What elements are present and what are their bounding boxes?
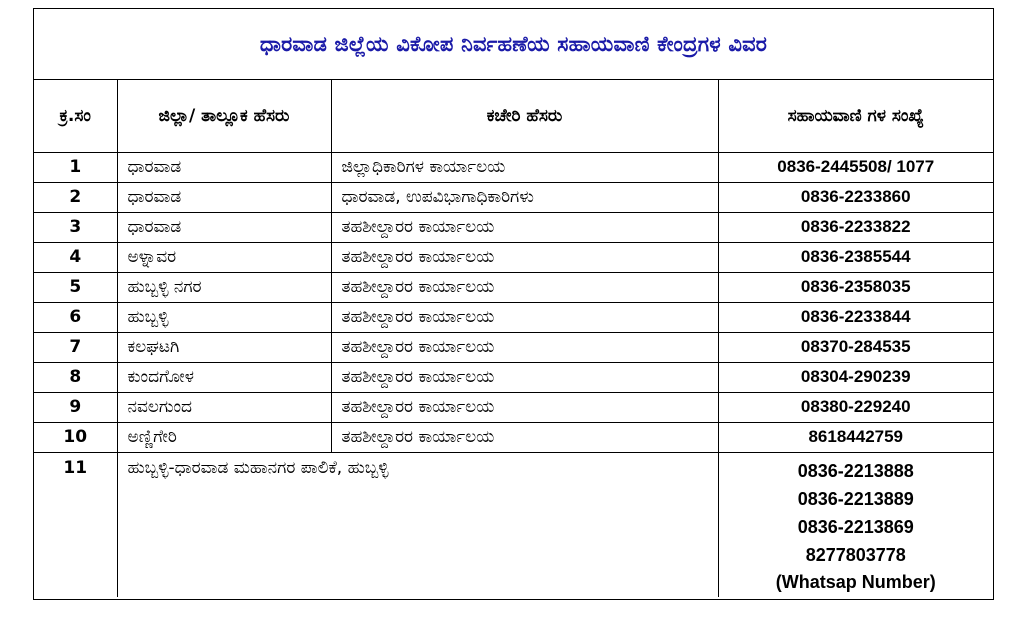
row-phone: 0836-2213869: [797, 516, 914, 537]
row-district: ಧಾರವಾಡ: [117, 152, 331, 182]
row-sl: 8: [34, 362, 117, 392]
row-district: ಕಲಘಟಗಿ: [117, 332, 331, 362]
row-district: ಧಾರವಾಡ: [117, 212, 331, 242]
row-phone: 8618442759: [718, 422, 993, 452]
row-sl: 5: [34, 272, 117, 302]
row-phone: 0836-2213888: [797, 460, 914, 481]
row-phone: 8277803778: [805, 544, 906, 565]
row-phone: 0836-2213889: [797, 488, 914, 509]
document-title: ಧಾರವಾಡ ಜಿಲ್ಲೆಯ ವಿಕೋಪ ನಿರ್ವಹಣೆಯ ಸಹಾಯವಾಣಿ ಕೇಂದ್ರಗಳ ವಿವರ: [259, 31, 768, 56]
table-row: [34, 392, 993, 422]
helpline-document: [33, 8, 994, 600]
row-district: ನವಲಗುಂದ: [117, 392, 331, 422]
table-row: [34, 362, 993, 392]
helpline-table: [34, 80, 993, 597]
row-phone: 0836-2445508/ 1077: [718, 152, 993, 182]
row-office: ತಹಶೀಲ್ದಾರರ ಕಾರ್ಯಾಲಯ: [331, 332, 718, 362]
row-phone-list: [718, 452, 993, 597]
row-phone: 0836-2385544: [718, 242, 993, 272]
row-district: ಅಣ್ಣಿಗೇರಿ: [117, 422, 331, 452]
row-sl: 3: [34, 212, 117, 242]
table-row: [34, 152, 993, 182]
row-sl: 10: [34, 422, 117, 452]
row-office: ತಹಶೀಲ್ದಾರರ ಕಾರ್ಯಾಲಯ: [331, 212, 718, 242]
row-office: ತಹಶೀಲ್ದಾರರ ಕಾರ್ಯಾಲಯ: [331, 242, 718, 272]
whatsapp-note: (Whatsap Number): [775, 571, 936, 592]
row-district: ಅಳ್ನಾವರ: [117, 242, 331, 272]
header-helpline-numbers: ಸಹಾಯವಾಣಿ ಗಳ ಸಂಖ್ಯೆ: [718, 80, 993, 152]
table-row: [34, 302, 993, 332]
table-row: [34, 242, 993, 272]
row-office: ತಹಶೀಲ್ದಾರರ ಕಾರ್ಯಾಲಯ: [331, 392, 718, 422]
row-sl: 2: [34, 182, 117, 212]
header-row: [34, 80, 993, 152]
table-row: [34, 182, 993, 212]
row-sl: 4: [34, 242, 117, 272]
row-office: ತಹಶೀಲ್ದಾರರ ಕಾರ್ಯಾಲಯ: [331, 362, 718, 392]
row-phone: 08370-284535: [718, 332, 993, 362]
row-office: ತಹಶೀಲ್ದಾರರ ಕಾರ್ಯಾಲಯ: [331, 422, 718, 452]
row-phone: 0836-2233844: [718, 302, 993, 332]
table-row: [34, 272, 993, 302]
header-district-taluk: ಜಿಲ್ಲಾ/ ತಾಲ್ಲೂಕ ಹೆಸರು: [117, 80, 331, 152]
header-office-name: ಕಚೇರಿ ಹೆಸರು: [331, 80, 718, 152]
row-office: ತಹಶೀಲ್ದಾರರ ಕಾರ್ಯಾಲಯ: [331, 272, 718, 302]
row-sl: 7: [34, 332, 117, 362]
row-district: ಹುಬ್ಬಳ್ಳಿ: [117, 302, 331, 332]
title-row: [34, 9, 993, 80]
row-office: ತಹಶೀಲ್ದಾರರ ಕಾರ್ಯಾಲಯ: [331, 302, 718, 332]
table-row: [34, 332, 993, 362]
row-phone: 08380-229240: [718, 392, 993, 422]
row-phone: 0836-2358035: [718, 272, 993, 302]
row-sl: 6: [34, 302, 117, 332]
row-office: ಹುಬ್ಬಳ್ಳಿ-ಧಾರವಾಡ ಮಹಾನಗರ ಪಾಲಿಕೆ, ಹುಬ್ಬಳ್ಳಿ: [117, 452, 718, 597]
row-district: ಕುಂದಗೋಳ: [117, 362, 331, 392]
row-phone: 08304-290239: [718, 362, 993, 392]
row-district: ಧಾರವಾಡ: [117, 182, 331, 212]
row-sl: 1: [34, 152, 117, 182]
row-office: ಧಾರವಾಡ, ಉಪವಿಭಾಗಾಧಿಕಾರಿಗಳು: [331, 182, 718, 212]
header-sl-no: ಕ್ರ.ಸಂ: [34, 80, 117, 152]
row-district: ಹುಬ್ಬಳ್ಳಿ ನಗರ: [117, 272, 331, 302]
row-sl: 9: [34, 392, 117, 422]
table-row: [34, 452, 993, 597]
row-phone: 0836-2233860: [718, 182, 993, 212]
table-row: [34, 422, 993, 452]
row-office: ಜಿಲ್ಲಾಧಿಕಾರಿಗಳ ಕಾರ್ಯಾಲಯ: [331, 152, 718, 182]
row-sl: 11: [34, 452, 117, 597]
table-row: [34, 212, 993, 242]
row-phone: 0836-2233822: [718, 212, 993, 242]
